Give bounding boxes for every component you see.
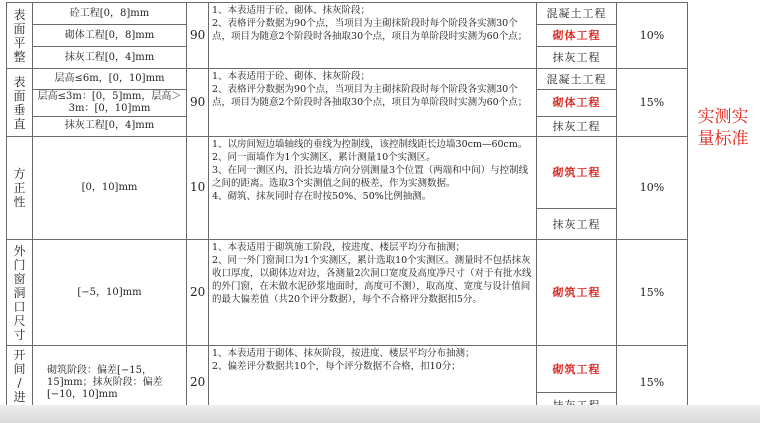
weight-cell: 10% — [617, 3, 688, 69]
category-cell: 开 间 / 进 — [7, 346, 33, 420]
side-note-title: 实测实量标准 — [697, 107, 749, 149]
work-type-cell-highlight: 砌体工程 — [537, 89, 617, 116]
table-row — [7, 3, 688, 25]
table-row — [7, 136, 688, 209]
description-cell: 1、以房间短边墙轴线的垂线为控制线，该控制线距长边墙30cm—60cm。 2、同一面墙作为1个实测区，累计测量10个实测区。 3、在同一测区内，沿长边墙方向分别测量3个位置（两端和中间）与控制线之间的距离。选取3个实测值之间的极差，作为实测数据。 4、砌筑、抹灰同时存在时按50%、50%比例抽测。 — [209, 136, 537, 239]
work-type-cell: 抹灰工程 — [537, 47, 617, 69]
table-row — [7, 346, 688, 393]
bottom-bar — [0, 405, 760, 423]
category-cell: 表 面 平 整 — [7, 3, 33, 69]
work-type-cell-highlight: 砌体工程 — [537, 25, 617, 47]
points-cell: 90 — [187, 3, 209, 69]
table-row — [7, 69, 688, 89]
category-cell: 表 面 垂 直 — [7, 69, 33, 136]
description-cell: 1、本表适用于砌筑施工阶段，按进度、楼层平均分布抽测； 2、同一外门窗洞口为1个实测区，累计选取10个实测区。测量时不包括抹灰收口厚度，以砌体边对边，各测量2次洞口宽度及高度净尺寸（对于有批水线的外门窗，在未做水泥砂浆地面时，高度可不测），取高度、宽度与设计值间的最大偏差值（共20个评分数据），每个不合格评分数据扣5分。 — [209, 239, 537, 346]
work-type-cell-highlight: 砌筑工程 — [537, 136, 617, 209]
weight-cell: 15% — [617, 239, 688, 346]
requirement-cell: 砌体工程[0，8]mm — [33, 25, 187, 47]
weight-cell: 10% — [617, 136, 688, 239]
work-type-cell: 抹灰工程 — [537, 209, 617, 239]
work-type-cell-highlight: 砌筑工程 — [537, 346, 617, 393]
requirement-cell: 层高≤6m，[0，10]mm — [33, 69, 187, 89]
description-cell: 1、本表适用于砼、砌体、抹灰阶段； 2、表格评分数据为90个点，当项目为主砌抹阶段时每个阶段各实测30个点，项目为随意2个阶段时各抽取30个点，项目为单阶段时实测为60个点； — [209, 3, 537, 69]
weight-cell: 15% — [617, 69, 688, 136]
description-cell: 1、本表适用于砼、砌体、抹灰阶段； 2、表格评分数据为90个点，当项目为主砌抹阶段时每个阶段各实测30个点，项目为随意2个阶段时各抽取30个点，项目为单阶段时实测为60个点； — [209, 69, 537, 136]
requirement-cell: 砌筑阶段：偏差[−15，15]mm；抹灰阶段：偏差[−10，10]mm — [33, 346, 187, 420]
work-type-cell: 混凝土工程 — [537, 3, 617, 25]
table-row — [7, 239, 688, 346]
requirement-cell: [0，10]mm — [33, 136, 187, 239]
description-cell: 1、本表适用于砌体、抹灰阶段，按进度、楼层平均分布抽测； 2、偏差评分数据共10个，每个评分数据不合格，扣10分； — [209, 346, 537, 420]
measurement-standards-table — [6, 2, 688, 420]
points-cell: 10 — [187, 136, 209, 239]
points-cell: 20 — [187, 239, 209, 346]
requirement-cell: 砼工程[0，8]mm — [33, 3, 187, 25]
work-type-cell: 抹灰工程 — [537, 116, 617, 136]
work-type-cell-highlight: 砌筑工程 — [537, 239, 617, 346]
points-cell: 20 — [187, 346, 209, 420]
category-cell: 方 正 性 — [7, 136, 33, 239]
weight-cell: 15% — [617, 346, 688, 420]
requirement-cell: 层高≤3m：[0，5]mm，层高＞3m：[0，10]mm — [33, 89, 187, 116]
requirement-cell: [−5，10]mm — [33, 239, 187, 346]
work-type-cell: 混凝土工程 — [537, 69, 617, 89]
points-cell: 90 — [187, 69, 209, 136]
requirement-cell: 抹灰工程[0，4]mm — [33, 47, 187, 69]
requirement-cell: 抹灰工程[0，4]mm — [33, 116, 187, 136]
category-cell: 外 门 窗 洞 口 尺 寸 — [7, 239, 33, 346]
